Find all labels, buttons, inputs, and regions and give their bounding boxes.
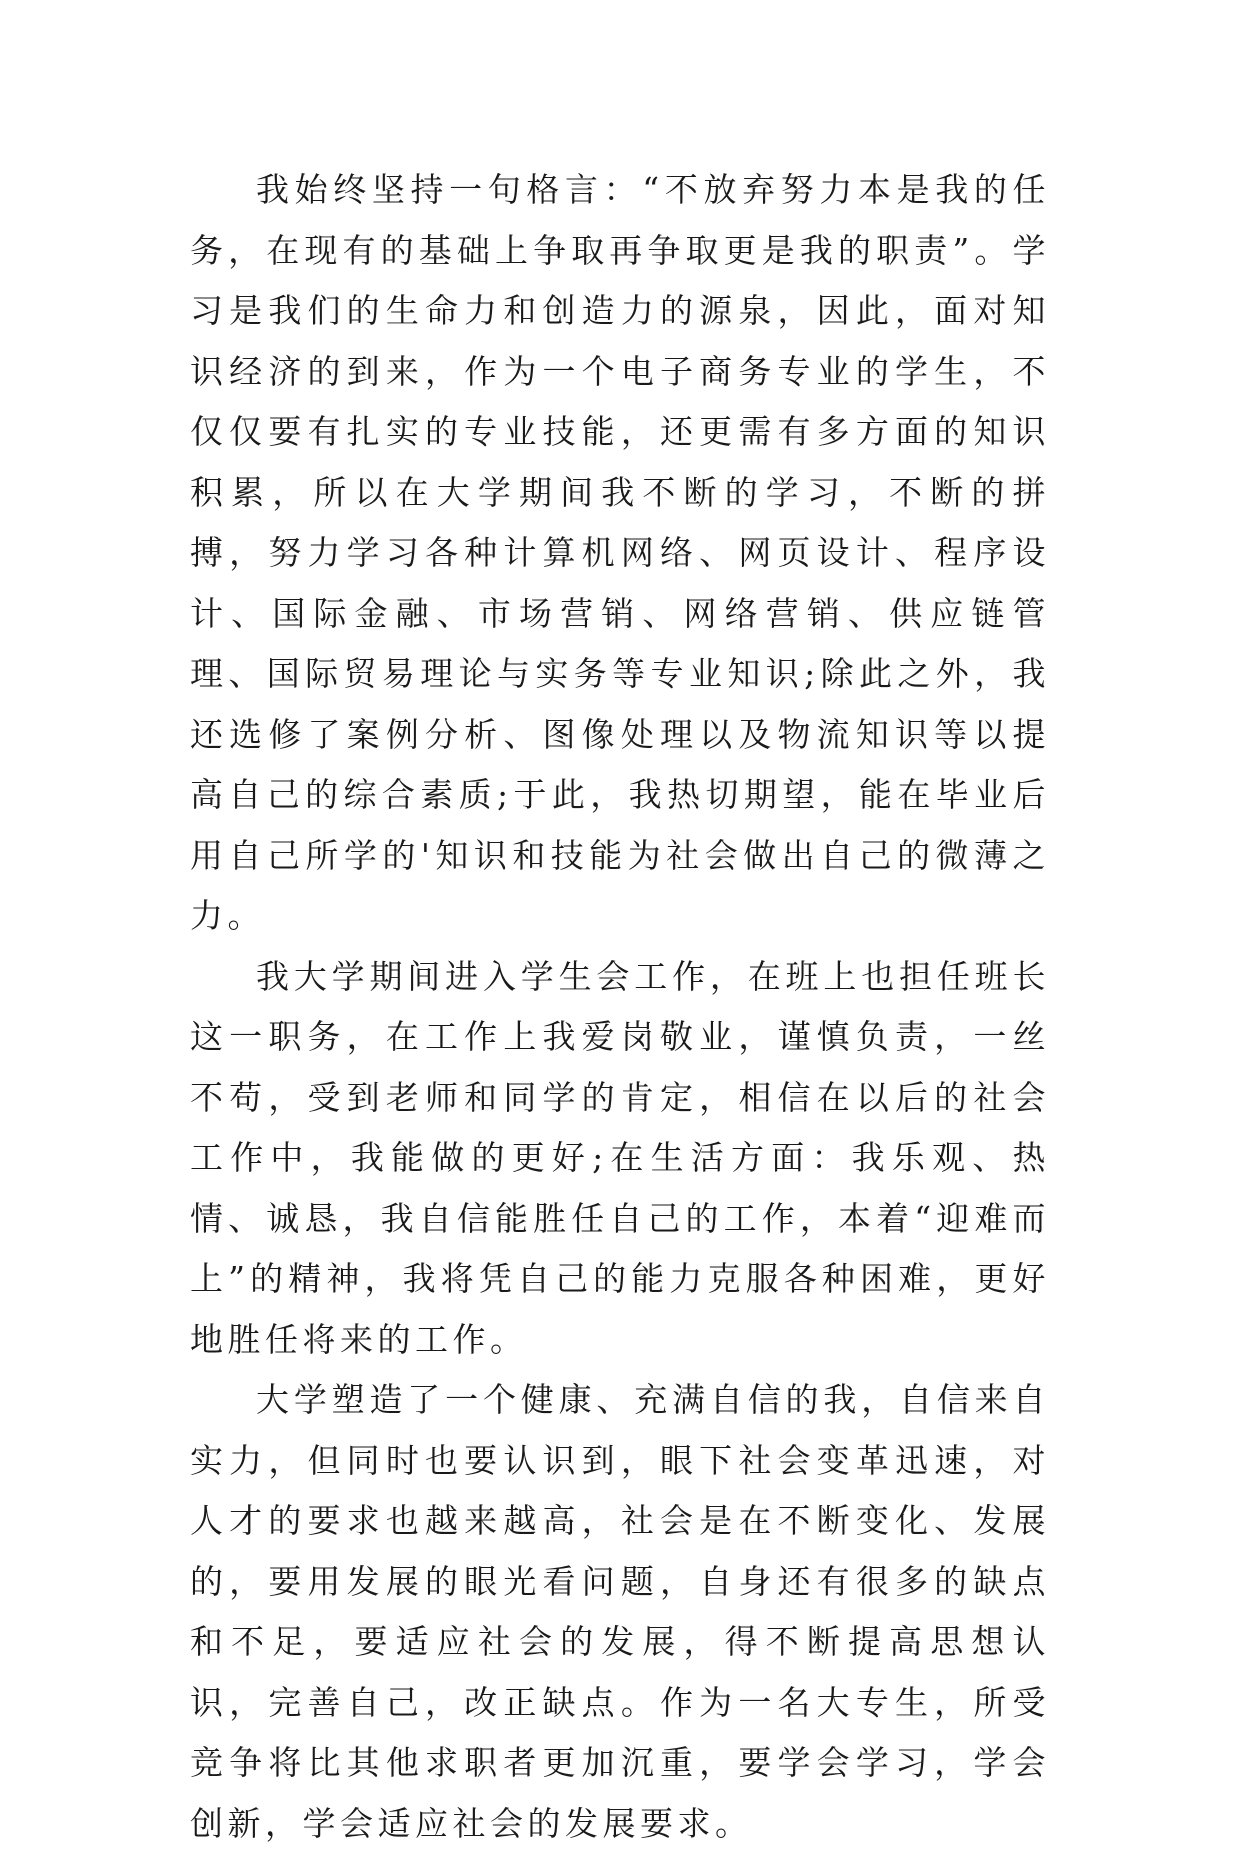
paragraph-growth: 大学塑造了一个健康、充满自信的我，自信来自实力，但同时也要认识到，眼下社会变革迅速，对人才的要求也越来越高，社会是在不断变化、发展的，要用发展的眼光看问题，自身还有很多的缺点和不足，要适应社会的发展，得不断提高思想认识，完善自己，改正缺点。作为一名大专生，所受竞争将比其他求职者更加沉重，要学会学习，学会创新，学会适应社会的发展要求。	[190, 1380, 1050, 1843]
paragraph-study: 我始终坚持一句格言：“不放弃努力本是我的任务，在现有的基础上争取再争取更是我的职责”。学习是我们的生命力和创造力的源泉，因此，面对知识经济的到来，作为一个电子商务专业的学生，不仅仅要有扎实的专业技能，还更需有多方面的知识积累，所以在大学期间我不断的学习，不断的拼搏，努力学习各种计算机网络、网页设计、程序设计、国际金融、市场营销、网络营销、供应链管理、国际贸易理论与实务等专业知识;除此之外，我还选修了案例分析、图像处理以及物流知识等以提高自己的综合素质;于此，我热切期望，能在毕业后用自己所学的'知识和技能为社会做出自己的微薄之力。	[190, 170, 1050, 935]
paragraph-work: 我大学期间进入学生会工作，在班上也担任班长这一职务，在工作上我爱岗敬业，谨慎负责，一丝不苟，受到老师和同学的肯定，相信在以后的社会工作中，我能做的更好;在生活方面：我乐观、热情、诚恳，我自信能胜任自己的工作，本着“迎难而上”的精神，我将凭自己的能力克服各种困难，更好地胜任将来的工作。	[190, 956, 1050, 1359]
document-body	[190, 160, 1050, 1854]
